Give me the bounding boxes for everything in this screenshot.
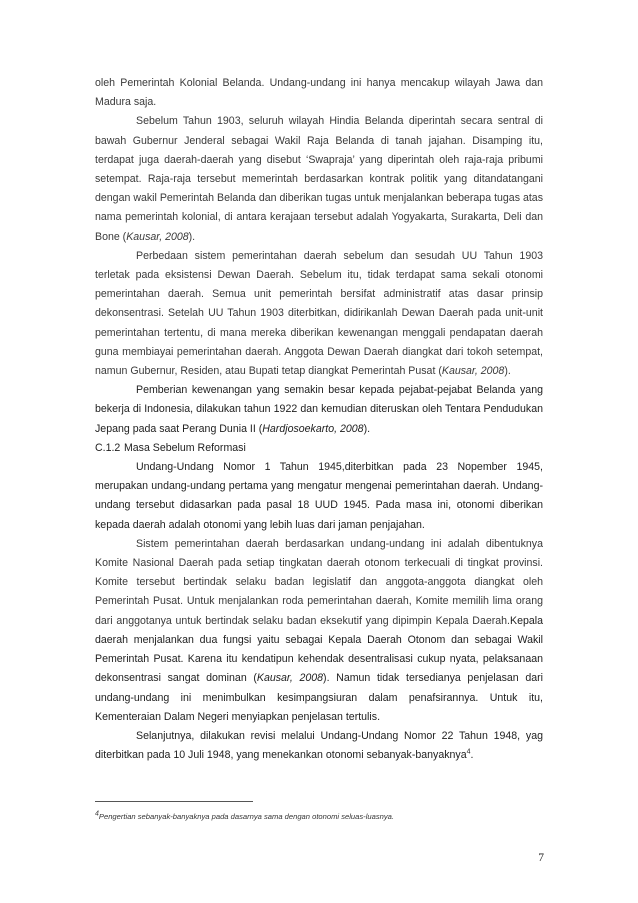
- paragraph-1: [95, 74, 543, 112]
- citation: Hardjosoekarto, 2008: [262, 422, 364, 435]
- citation: Kausar, 2008: [256, 672, 324, 685]
- section-title: Masa Sebelum Reformasi: [123, 441, 246, 454]
- paragraph-6-text-dark: Kepala daerah menjalankan dua fungsi yaitu sebagai Kepala Daerah Otonom dan sebagai Wakil Pemerintah Pusat. Karena itu kendatipun kehendak desentralisasi cukup nyata, pelaksanaan dekonsentrasi sangat dominan (: [95, 614, 543, 685]
- citation: Kausar, 2008: [126, 230, 189, 243]
- paragraph-7-end: .: [470, 749, 474, 762]
- paragraph-2-end: ).: [188, 230, 196, 243]
- paragraph-2: [95, 112, 543, 246]
- footnote-divider: [95, 801, 253, 802]
- paragraph-3-text: Perbedaan sistem pemerintahan daerah sebelum dan sesudah UU Tahun 1903 terletak pada eksistensi Dewan Daerah. Sebelum itu, tidak terdapat sama sekali otonomi pemerintahan daerah. Semua unit pemerintah bersifat administratif atas dasar prinsip dekonsentrasi. Setelah UU Tahun 1903 diterbitkan, didirikanlah Dewan Daerah pada unit-unit pemerintahan tertentu, di mana mereka diberikan kewenangan menggali pendapatan daerah guna membiayai pemerintahan daerah. Anggota Dewan Daerah diangkat dari tokoh setempat, namun Gubernur, Residen, atau Bupati tetap diangkat Pemerintah Pusat (: [95, 249, 543, 378]
- paragraph-4-text: Pemberian kewenangan yang semakin besar kepada pejabat-pejabat Belanda yang bekerja di Indonesia, dilakukan tahun 1922 dan kemudian diteruskan oleh Tentara Pendudukan Jepang pada saat Perang Dunia II (: [95, 384, 543, 435]
- section-number: C.1.2: [95, 441, 121, 454]
- paragraph-7-text: Selanjutnya, dilakukan revisi melalui Undang-Undang Nomor 22 Tahun 1948, yag diterbitkan pada 10 Juli 1948, yang menekankan otonomi sebanyak-banyaknya: [95, 729, 543, 762]
- citation: Kausar, 2008: [441, 365, 505, 378]
- paragraph-2-text: Sebelum Tahun 1903, seluruh wilayah Hindia Belanda diperintah secara sentral di bawah Gubernur Jenderal sebagai Wakil Raja Belanda di tanah jajahan. Disamping itu, terdapat juga daerah-daerah yang disebut ‘Swapraja’ yang diperintah oleh raja-raja pribumi setempat. Raja-raja tersebut memerintah berdasarkan kontrak politik yang ditandatangani dengan wakil Pemerintah Belanda dan diberikan tugas untuk menjalankan beberapa tugas atas nama pemerintah kolonial, di antara kerajaan tersebut adalah Yogyakarta, Surakarta, Deli dan Bone (: [95, 115, 543, 243]
- paragraph-5-text: Undang-Undang Nomor 1 Tahun 1945,diterbitkan pada 23 Nopember 1945, merupakan undang-undang pertama yang mengatur mengenai pemerintahan daerah. Undang-undang tersebut didasarkan pada pasal 18 UUD 1945. Pada masa ini, otonomi diberikan kepada daerah adalah otonomi yang lebih luas dari jaman penjajahan.: [95, 461, 543, 531]
- footnote: [95, 811, 543, 822]
- paragraph-4: [95, 381, 543, 439]
- paragraph-3-end: ).: [504, 365, 511, 378]
- footnote-reference: 4: [466, 748, 471, 756]
- footnote-text: Pengertian sebanyak-banyaknya pada dasarnya sama dengan otonomi seluas-luasnya.: [98, 812, 394, 821]
- paragraph-5: [95, 458, 543, 535]
- footnote-mark: 4: [95, 810, 99, 818]
- paragraph-3: [95, 247, 543, 381]
- paragraph-4-end: ).: [363, 422, 371, 435]
- paragraph-1-text: oleh Pemerintah Kolonial Belanda. Undang-undang ini hanya mencakup wilayah Jawa dan Madura saja.: [95, 77, 543, 109]
- paragraph-6-text: Sistem pemerintahan daerah berdasarkan undang-undang ini adalah dibentuknya Komite Nasional Daerah pada setiap tingkatan daerah otonom terkecuali di tingkat provinsi. Komite tersebut bertindak selaku badan legislatif dan anggota-anggota diangkat oleh Pemerintah Pusat. Untuk menjalankan roda pemerintahan daerah, Komite memilih lima orang dari anggotanya untuk bertindak selaku badan eksekutif yang dipimpin Kepala Daerah.: [95, 537, 543, 627]
- paragraph-6: [95, 535, 543, 727]
- section-heading: [95, 439, 543, 458]
- paragraph-6-end: ). Namun tidak tersedianya penjelasan dari undang-undang ini menimbulkan kesimpangsiuran dalam penafsirannya. Untuk itu, Kementeraian Dalam Negeri menyiapkan penjelasan tertulis.: [95, 672, 543, 723]
- body-text: [95, 74, 543, 765]
- page-number: 7: [538, 852, 544, 864]
- paragraph-7: [95, 727, 543, 765]
